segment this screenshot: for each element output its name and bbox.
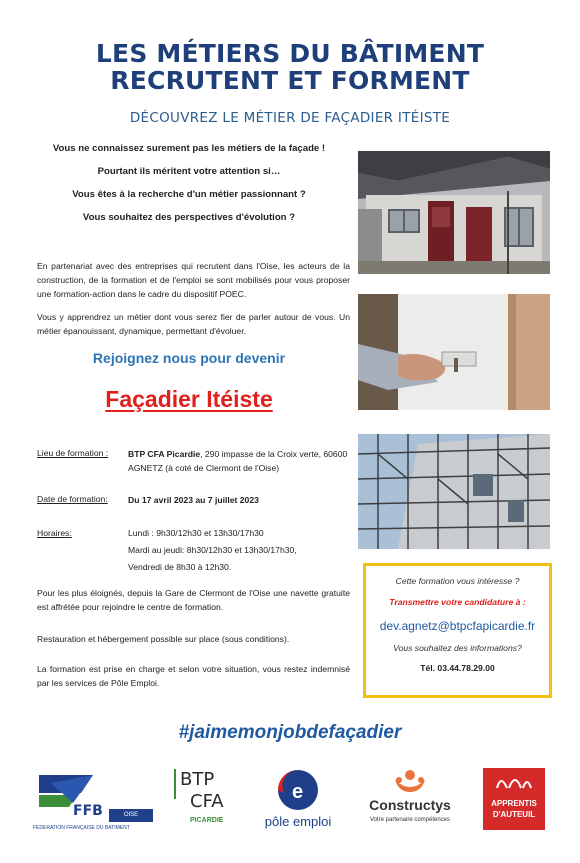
- title-line-1: LES MÉTIERS DU BÂTIMENT: [95, 39, 485, 68]
- restauration-paragraph: Restauration et hébergement possible sur place (sous conditions).: [37, 634, 290, 644]
- ffb-subtitle: FEDERATION FRANÇAISE DU BATIMENT: [33, 825, 130, 831]
- apprentis-text: APPRENTIS: [491, 799, 537, 808]
- metier-heading: [30, 386, 348, 413]
- intro-questions: [30, 143, 348, 235]
- partnership-paragraph: En partenariat avec des entreprises qui recrutent dans l'Oise, les acteurs de la construction, de la formation et de l'emploi se sont mobilisés pour vous proposer une formation-action dans le cadre du dispositif POEC.: [37, 261, 350, 299]
- horaires-value: [128, 526, 353, 574]
- contact-instruction: Transmettre votre candidature à :: [389, 597, 526, 607]
- btp-cfa-logo: [170, 765, 240, 835]
- contact-info-question: Vous souhaitez des informations?: [393, 643, 522, 653]
- intro-line: Vous ne connaissez surement pas les métiers de la façade !: [52, 143, 326, 154]
- lieu-value: [128, 447, 353, 475]
- ffb-logo: [33, 773, 153, 833]
- cfa-text: CFA: [190, 791, 224, 812]
- intro-line: Vous êtes à la recherche d'un métier passionnant ?: [72, 189, 306, 200]
- title-line-2: RECRUTENT ET FORMENT: [110, 66, 470, 95]
- lieu-address: , 290 impasse de la Croix verte, 60600 AGNETZ (à coté de Clermont de l'Oise): [128, 449, 348, 473]
- ffb-oise-badge: OISE: [109, 809, 153, 822]
- plastering-photo: [358, 294, 550, 410]
- date-label: Date de formation:: [37, 494, 108, 504]
- constructys-text: Constructys: [369, 797, 451, 813]
- contact-question: Cette formation vous intéresse ?: [395, 576, 520, 586]
- navette-paragraph: Pour les plus éloignés, depuis la Gare de Clermont de l'Oise une navette gratuite est affrétée pour rejoindre le centre de formation.: [37, 588, 350, 612]
- btp-picardie: PICARDIE: [190, 817, 224, 824]
- date-value: Du 17 avril 2023 au 7 juillet 2023: [128, 495, 259, 505]
- hashtag: #jaimemonjobdefaçadier: [178, 722, 402, 743]
- page-subtitle: DÉCOUVREZ LE MÉTIER DE FAÇADIER ITÉISTE: [129, 110, 451, 126]
- horaires-line: Mardi au jeudi: 8h30/12h30 et 13h30/17h30,: [128, 545, 297, 555]
- btp-text: BTP: [180, 769, 215, 790]
- horaires-line: Lundi : 9h30/12h30 et 13h30/17h30: [128, 528, 264, 538]
- horaires-line: Vendredi de 8h30 à 12h30.: [128, 562, 232, 572]
- lieu-name: BTP CFA Picardie: [128, 449, 201, 459]
- scaffolding-photo: [358, 434, 550, 549]
- constructys-logo: [355, 768, 465, 834]
- metier-title: Façadier Itéiste: [105, 386, 273, 412]
- contact-email-link[interactable]: dev.agnetz@btpcfapicardie.fr: [379, 619, 536, 633]
- prise-en-charge-paragraph: La formation est prise en charge et selon votre situation, vous restez indemnisé par les services de Pôle Emploi.: [37, 664, 350, 688]
- auteuil-text: D'AUTEUIL: [492, 810, 536, 819]
- pole-emploi-logo: [256, 768, 340, 834]
- contact-phone[interactable]: Tél. 03.44.78.29.00: [420, 663, 495, 673]
- learn-paragraph: Vous y apprendrez un métier dont vous serez fier de parler autour de vous. Un métier épanouissant, dynamique, permettant d'évoluer.: [37, 312, 350, 336]
- contact-box: [363, 563, 552, 698]
- horaires-label: Horaires:: [37, 528, 72, 538]
- pole-emploi-e-icon: e: [292, 781, 304, 803]
- apprentis-auteuil-logo: [483, 768, 545, 830]
- intro-line: Vous souhaitez des perspectives d'évolution ?: [82, 212, 296, 223]
- pole-emploi-text: pôle emploi: [264, 814, 332, 829]
- ffb-text: FFB: [73, 803, 103, 819]
- join-heading: Rejoignez nous pour devenir: [92, 350, 286, 366]
- lieu-label: Lieu de formation :: [37, 448, 109, 458]
- house-facade-photo: [358, 151, 550, 274]
- constructys-tagline: Votre partenaire compétences: [369, 817, 451, 823]
- intro-line: Pourtant ils méritent votre attention si…: [97, 166, 281, 177]
- page-title: [0, 40, 580, 94]
